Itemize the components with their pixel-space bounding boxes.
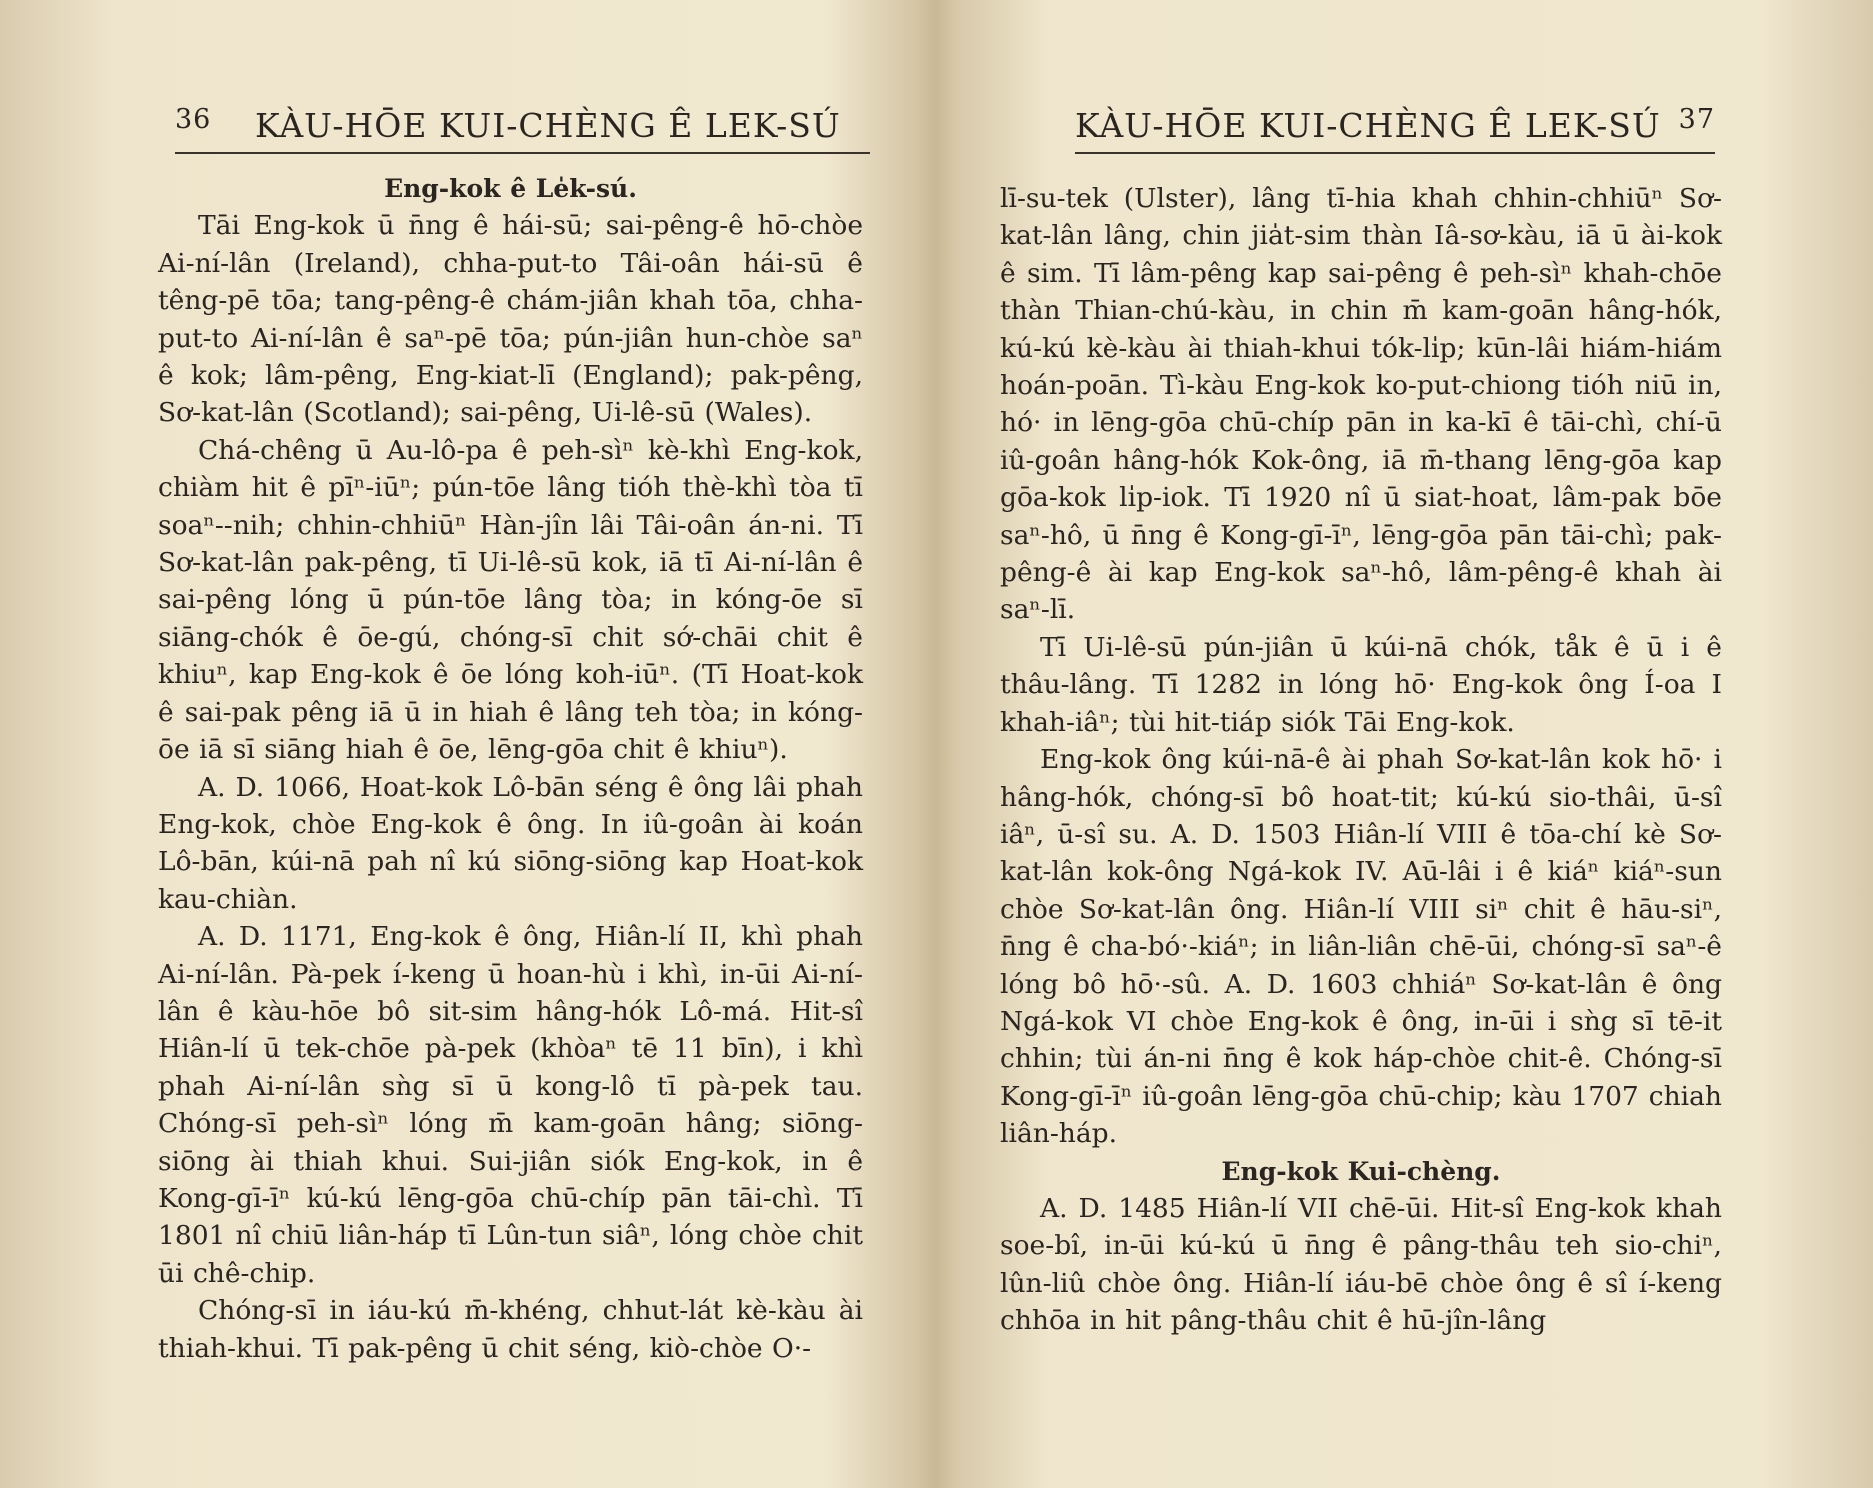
right-page-text bbox=[1000, 180, 1722, 1340]
left-page-text bbox=[158, 170, 863, 1367]
paragraph: A. D. 1485 Hiân-lí VII chē-ūi. Hit-sî Eng-kok khah soe-bî, in-ūi kú-kú ū n̄ng ê pâng-thâu teh sio-chiⁿ, lûn-liû chòe ông. Hiân-lí iáu-bē chòe ông ê sî í-keng chhōa in hit pâng-thâu chit ê hū-jîn-lâng bbox=[1000, 1192, 1722, 1337]
right-page bbox=[940, 0, 1873, 1488]
left-page bbox=[0, 0, 930, 1488]
paragraph: Tī Ui-lê-sū pún-jiân ū kúi-nā chók, tåk ê ū i ê thâu-lâng. Tī 1282 in lóng hō· Eng-kok ông Í-oa I khah-iâⁿ; tùi hit-tiáp siók Tāi Eng-kok. bbox=[1000, 631, 1722, 738]
running-head-title: KÀU-HŌE KUI-CHÈNG Ê LEK-SÚ bbox=[255, 106, 841, 145]
section-heading: Eng-kok ê Le̍k-sú. bbox=[384, 174, 637, 203]
paragraph: A. D. 1066, Hoat-kok Lô-bān séng ê ông lâi phah Eng-kok, chòe Eng-kok ê ông. In iû-goân ài koán Lô-bān, kúi-nā pah nî kú siōng-siōng kap Hoat-kok kau-chiàn. bbox=[158, 771, 863, 915]
paragraph: Chóng-sī in iáu-kú m̄-khéng, chhut-lát kè-kàu ài thiah-khui. Tī pak-pêng ū chit séng, kiò-chòe O·- bbox=[158, 1295, 863, 1364]
paragraph: Eng-kok ông kúi-nā-ê ài phah Sơ-kat-lân kok hō· i hâng-hók, chóng-sī bô hoat-tit; kú-kú sio-thâi, ū-sî iâⁿ, ū-sî su. A. D. 1503 Hiân-lí VIII ê tōa-chí kè Sơ-kat-lân kok-ông Ngá-kok IV. Aū-lâi i ê kiáⁿ kiáⁿ-sun chòe Sơ-kat-lân ông. Hiân-lí VIII siⁿ chit ê hāu-siⁿ, n̄ng ê cha-bó·-kiáⁿ; in liân-liân chē-ūi, chóng-sī saⁿ-ê lóng bô hō·-sû. A. D. 1603 chhiáⁿ Sơ-kat-lân ê ông Ngá-kok VI chòe Eng-kok ê ông, in-ūi i sǹg sī tē-it chhin; tùi án-ni n̄ng ê kok háp-chòe chit-ê. Chóng-sī Kong-gī-īⁿ iû-goân lēng-gōa chū-chip; kàu 1707 chiah liân-háp. bbox=[1000, 744, 1722, 1150]
running-head-title: KÀU-HŌE KUI-CHÈNG Ê LEK-SÚ bbox=[1075, 106, 1661, 145]
page-number: 37 bbox=[1678, 104, 1715, 135]
page-number: 36 bbox=[175, 104, 212, 135]
running-head-left bbox=[175, 96, 870, 154]
paragraph: Chá-chêng ū Au-lô-pa ê peh-sìⁿ kè-khì Eng-kok, chiàm hit ê pīⁿ-iūⁿ; pún-tōe lâng tióh thè-khì tòa tī soaⁿ--nih; chhin-chhiūⁿ Hàn-jîn lâi Tâi-oân án-ni. Tī Sơ-kat-lân pak-pêng, tī Ui-lê-sū kok, iā tī Ai-ní-lân ê sai-pêng lóng ū pún-tōe lâng tòa; in kóng-ōe sī siāng-chók ê ōe-gú, chóng-sī chit sớ-chāi chit ê khiuⁿ, kap Eng-kok ê ōe lóng koh-iūⁿ. (Tī Hoat-kok ê sai-pak pêng iā ū in hiah ê lâng teh tòa; in kóng-ōe iā sī siāng hiah ê ōe, lēng-gōa chit ê khiuⁿ). bbox=[158, 434, 863, 766]
section-heading: Eng-kok Kui-chèng. bbox=[1221, 1156, 1501, 1186]
paragraph: lī-su-tek (Ulster), lâng tī-hia khah chhin-chhiūⁿ Sơ-kat-lân lâng, chin jia̍t-sim thàn Iâ-sơ-kàu, iā ū ài-kok ê sim. Tī lâm-pêng kap sai-pêng ê peh-sìⁿ khah-chōe thàn Thian-chú-kàu, in chin m̄ kam-goān hâng-hók, kú-kú kè-kàu ài thiah-khui tók-li̍p; kūn-lâi hiám-hiám hoán-poān. Tì-kàu Eng-kok ko-put-chiong tióh niū in, hó· in lēng-gōa chū-chíp pān in ka-kī ê tāi-chì, chí-ū iû-goân hâng-hók Kok-ông, iā m̄-thang lēng-gōa kap gōa-kok li̍p-iok. Tī 1920 nî ū siat-hoat, lâm-pak bōe saⁿ-hô, ū n̄ng ê Kong-gī-īⁿ, lēng-gōa pān tāi-chì; pak-pêng-ê ài kap Eng-kok saⁿ-hô, lâm-pêng-ê khah ài saⁿ-lī. bbox=[1000, 183, 1722, 626]
running-head-right bbox=[1075, 96, 1715, 154]
paragraph: A. D. 1171, Eng-kok ê ông, Hiân-lí II, khì phah Ai-ní-lân. Pà-pek í-keng ū hoan-hù i khì, in-ūi Ai-ní-lân ê kàu-hōe bô sit-sim hâng-hók Lô-má. Hit-sî Hiân-lí ū tek-chōe pà-pek (khòaⁿ tē 11 bīn), i khì phah Ai-ní-lân sǹg sī ū kong-lô tī pà-pek tau. Chóng-sī peh-sìⁿ lóng m̄ kam-goān hâng; siōng-siōng ài thiah khui. Sui-jiân siók Eng-kok, in ê Kong-gī-īⁿ kú-kú lēng-gōa chū-chíp pān tāi-chì. Tī 1801 nî chiū liân-háp tī Lûn-tun siâⁿ, lóng chòe chit ūi chê-chip. bbox=[158, 921, 863, 1289]
paragraph: Tāi Eng-kok ū n̄ng ê hái-sū; sai-pêng-ê hō-chòe Ai-ní-lân (Ireland), chha-put-to Tâi-oân hái-sū ê têng-pē tōa; tang-pêng-ê chám-jiân khah tōa, chha-put-to Ai-ní-lân ê saⁿ-pē tōa; pún-jiân hun-chòe saⁿ ê kok; lâm-pêng, Eng-kiat-lī (England); pak-pêng, Sơ-kat-lân (Scotland); sai-pêng, Ui-lê-sū (Wales). bbox=[158, 210, 863, 429]
